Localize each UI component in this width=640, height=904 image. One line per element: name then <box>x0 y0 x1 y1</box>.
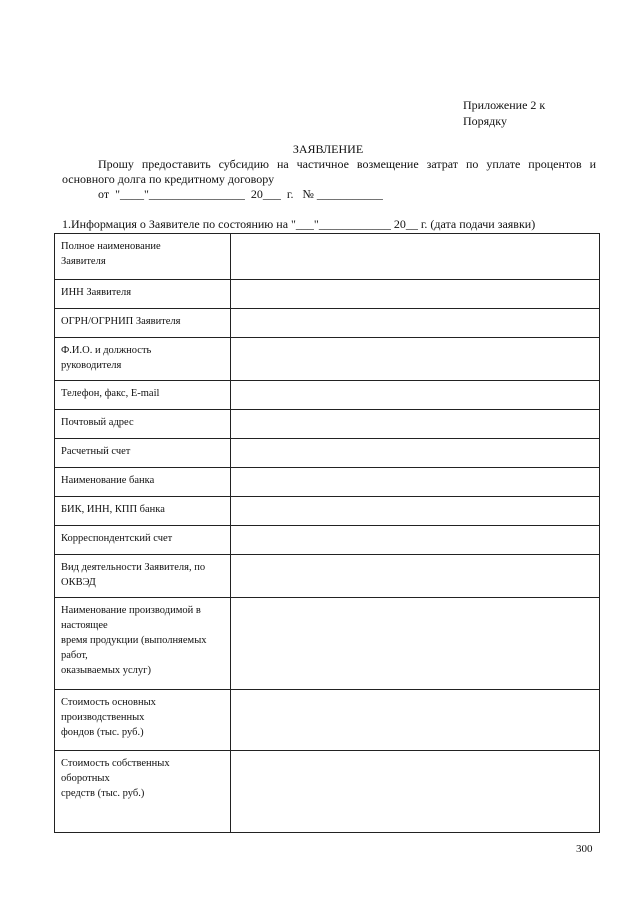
table-row <box>55 381 600 410</box>
table-row <box>55 526 600 555</box>
appendix-reference <box>463 97 545 129</box>
field-value-cell[interactable] <box>231 309 600 338</box>
field-label-cell <box>55 410 231 439</box>
field-label: ОКВЭД <box>61 577 96 588</box>
field-label-cell <box>55 280 231 309</box>
field-label: Почтовый адрес <box>61 417 134 428</box>
table-row <box>55 338 600 381</box>
field-label: время продукции (выполняемых <box>61 635 207 646</box>
field-label: Расчетный счет <box>61 446 131 457</box>
field-label: оказываемых услуг) <box>61 665 151 676</box>
field-value-cell[interactable] <box>231 439 600 468</box>
field-value-cell[interactable] <box>231 338 600 381</box>
applicant-info-heading: 1.Информация о Заявителе по состоянию на "___"____________ 20__ г. (дата подачи заявки) <box>62 217 536 231</box>
field-label: производственных <box>61 712 145 723</box>
field-label: Полное наименование <box>61 241 161 252</box>
field-label-cell <box>55 338 231 381</box>
table-row <box>55 280 600 309</box>
field-value-cell[interactable] <box>231 280 600 309</box>
field-label-cell <box>55 381 231 410</box>
field-value-cell[interactable] <box>231 751 600 833</box>
field-value-cell[interactable] <box>231 598 600 690</box>
field-label: фондов (тыс. руб.) <box>61 727 144 738</box>
table-row <box>55 598 600 690</box>
field-value-cell[interactable] <box>231 468 600 497</box>
field-label: Корреспондентский счет <box>61 533 173 544</box>
table-row <box>55 751 600 833</box>
field-label: Вид деятельности Заявителя, по <box>61 562 206 573</box>
field-label: Заявителя <box>61 256 106 267</box>
field-value-cell[interactable] <box>231 690 600 751</box>
field-label-cell <box>55 497 231 526</box>
field-label: средств (тыс. руб.) <box>61 788 145 799</box>
field-label: руководителя <box>61 360 122 371</box>
field-label-cell <box>55 468 231 497</box>
field-label-cell <box>55 690 231 751</box>
field-label: Наименование производимой в <box>61 605 201 616</box>
field-value-cell[interactable] <box>231 410 600 439</box>
table-row <box>55 410 600 439</box>
field-label-cell <box>55 309 231 338</box>
field-label: Ф.И.О. и должность <box>61 345 152 356</box>
field-value-cell[interactable] <box>231 381 600 410</box>
field-label: БИК, ИНН, КПП банка <box>61 504 165 515</box>
field-label: Наименование банка <box>61 475 155 486</box>
field-label-cell <box>55 555 231 598</box>
field-label: ОГРН/ОГРНИП Заявителя <box>61 316 181 327</box>
table-row <box>55 439 600 468</box>
field-label: Стоимость основных <box>61 697 156 708</box>
field-label: оборотных <box>61 773 110 784</box>
appendix-line-2: Порядку <box>463 114 507 128</box>
field-label-cell <box>55 439 231 468</box>
appendix-line-1: Приложение 2 к <box>463 98 546 112</box>
field-value-cell[interactable] <box>231 497 600 526</box>
field-label: Телефон, факс, E-mail <box>61 388 160 399</box>
field-label-cell <box>55 234 231 280</box>
table-row <box>55 234 600 280</box>
table-row <box>55 555 600 598</box>
field-label-cell <box>55 751 231 833</box>
field-value-cell[interactable] <box>231 526 600 555</box>
table-row <box>55 690 600 751</box>
table-row <box>55 497 600 526</box>
applicant-info-table <box>54 233 600 833</box>
table-row <box>55 309 600 338</box>
field-label: настоящее <box>61 620 108 631</box>
contract-date-line: от "____"________________ 20___ г. № ___________ <box>98 187 383 201</box>
request-paragraph: Прошу предоставить субсидию на частичное возмещение затрат по уплате процентов и основного долга по кредитному договору <box>62 157 596 186</box>
document-title: ЗАЯВЛЕНИЕ <box>292 142 364 156</box>
table-row <box>55 468 600 497</box>
field-value-cell[interactable] <box>231 555 600 598</box>
field-label: работ, <box>61 650 88 661</box>
field-value-cell[interactable] <box>231 234 600 280</box>
field-label: ИНН Заявителя <box>61 287 132 298</box>
page-number: 300 <box>576 843 593 855</box>
field-label-cell <box>55 598 231 690</box>
field-label: Стоимость собственных <box>61 758 170 769</box>
field-label-cell <box>55 526 231 555</box>
